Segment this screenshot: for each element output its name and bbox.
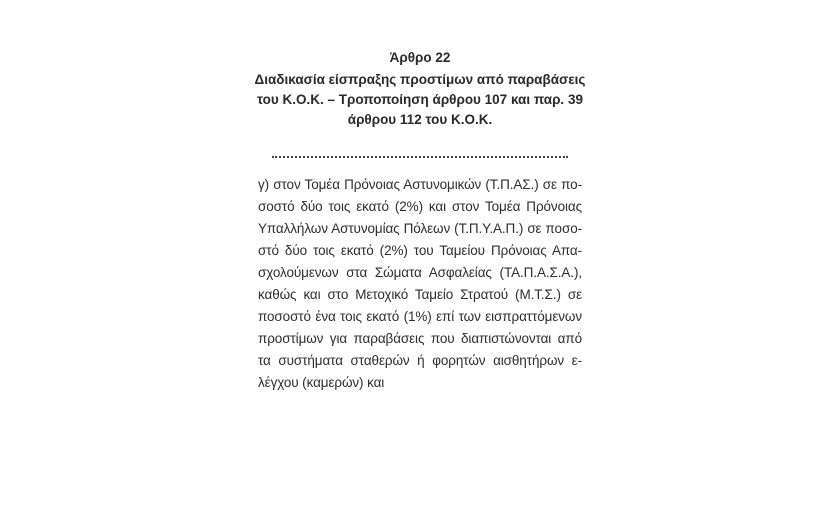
body-text-line-1: γ) στον Τομέα Πρόνοιας Αστυνομικών (Τ.Π.ΑΣ.) σε πο- — [258, 177, 582, 192]
body-text-line-10: λέγχου (καμερών) και — [258, 375, 385, 390]
article-title-line-2: του Κ.Ο.Κ. – Τροποποίηση άρθρου 107 και παρ. 39 — [257, 92, 583, 107]
body-text-line-7: ποσοστό ένα τοις εκατό (1%) επί των εισπραττόμενων — [258, 309, 582, 324]
article-number: Άρθρο 22 — [389, 50, 451, 65]
body-text-line-3: Υπαλλήλων Αστυνομίας Πόλεων (Τ.Π.Υ.Α.Π.) σε ποσο- — [258, 221, 582, 236]
dotted-separator — [272, 150, 568, 158]
body-text-line-9: τα συστήματα σταθερών ή φορητών αισθητήρων ε- — [258, 353, 582, 368]
body-text-line-5: σχολούμενων στα Σώματα Ασφαλείας (ΤΑ.Π.Α.Σ.Α.), — [258, 265, 582, 280]
article-title-line-3: άρθρου 112 του Κ.Ο.Κ. — [347, 112, 493, 127]
body-text-line-8: προστίμων για παραβάσεις που διαπιστώνονται από — [258, 331, 582, 346]
body-text-line-4: στό δύο τοις εκατό (2%) του Ταμείου Πρόνοιας Απα- — [258, 243, 582, 258]
body-text-line-6: καθώς και στο Μετοχικό Ταμείο Στρατού (Μ.Τ.Σ.) σε — [258, 287, 582, 302]
body-text-line-2: σοστό δύο τοις εκατό (2%) και στον Τομέα Πρόνοιας — [258, 199, 582, 214]
article-title-line-1: Διαδικασία είσπραξης προστίμων από παραβάσεις — [254, 72, 586, 87]
